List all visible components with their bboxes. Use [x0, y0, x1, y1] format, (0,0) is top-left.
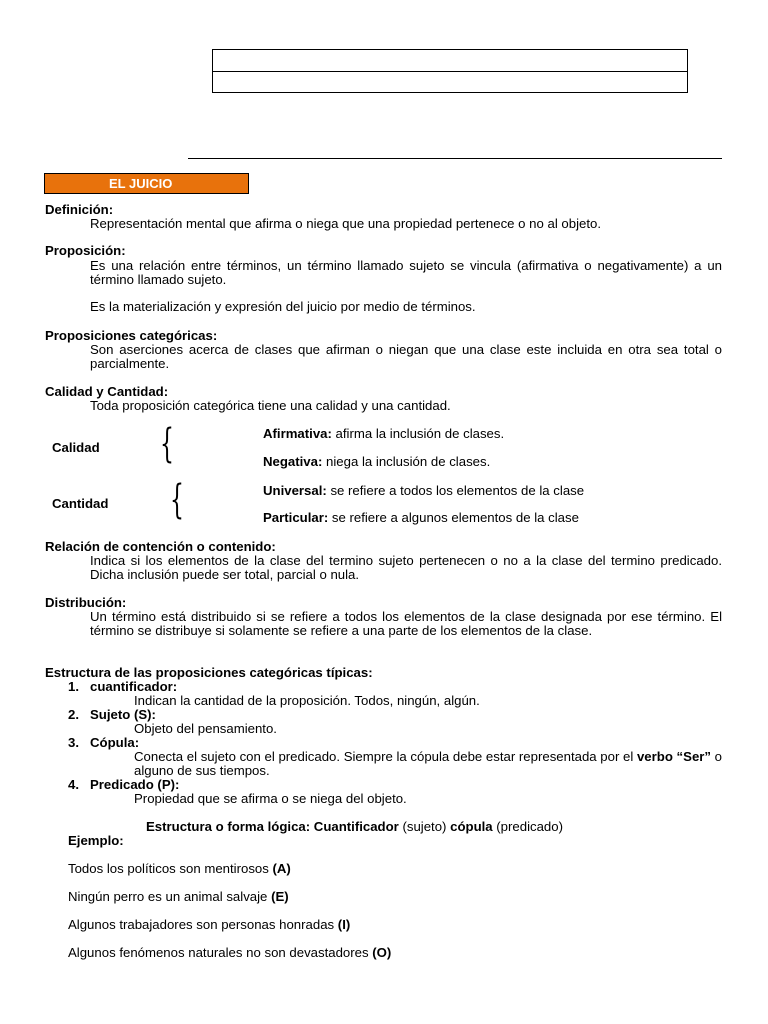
estructura-title: Estructura de las proposiciones categóricas típicas:: [45, 665, 373, 680]
header-row-1: [213, 50, 687, 72]
definicion-text: Representación mental que afirma o niega que una propiedad pertenece o no al objeto.: [90, 216, 602, 231]
ejemplo-item: Todos los políticos son mentirosos (A): [68, 861, 291, 876]
estructura-item-3-text: Conecta el sujeto con el predicado. Siempre la cópula debe estar representada por el verbo “Ser” o alguno de sus tiempos.: [134, 749, 723, 778]
universal-line: [263, 484, 584, 498]
definicion-title: Definición:: [45, 202, 114, 217]
ejemplo-item: Ningún perro es un animal salvaje (E): [68, 889, 289, 904]
ejemplo-item: Algunos fenómenos naturales no son devastadores (O): [68, 945, 392, 960]
universal-text: se refiere a todos los elementos de la clase: [326, 483, 585, 498]
ejemplo-title: Ejemplo:: [68, 833, 124, 848]
afirmativa-term: Afirmativa:: [263, 426, 332, 441]
particular-text: se refiere a algunos elementos de la clase: [328, 510, 579, 525]
header-row-2: [213, 72, 687, 93]
calidad-cantidad-title: Calidad y Cantidad:: [45, 384, 169, 399]
categoricas-title: Proposiciones categóricas:: [45, 328, 218, 343]
proposicion-text-2: Es la materialización y expresión del juicio por medio de términos.: [90, 299, 476, 314]
afirmativa-text: afirma la inclusión de clases.: [331, 426, 505, 441]
estructura-item-3-label: 3. Cópula:: [68, 735, 140, 750]
afirmativa-line: [263, 427, 504, 441]
estructura-item-1-text: Indican la cantidad de la proposición. Todos, ningún, algún.: [134, 693, 480, 708]
negativa-text: niega la inclusión de clases.: [322, 454, 491, 469]
negativa-line: [263, 455, 490, 469]
cantidad-brace-icon: {: [170, 477, 184, 523]
forma-logica: Estructura o forma lógica: Cuantificador (sujeto) cópula (predicado): [146, 819, 563, 834]
particular-line: [263, 511, 579, 525]
particular-term: Particular:: [263, 510, 329, 525]
relacion-title: Relación de contención o contenido:: [45, 539, 276, 554]
ejemplo-item: Algunos trabajadores son personas honradas (I): [68, 917, 351, 932]
header-rule: [188, 158, 722, 159]
estructura-item-4-text: Propiedad que se afirma o se niega del objeto.: [134, 791, 407, 806]
header-table: [212, 49, 688, 93]
cantidad-label: Cantidad: [52, 496, 109, 511]
section-banner: EL JUICIO: [44, 173, 249, 194]
calidad-label: Calidad: [52, 440, 100, 455]
calidad-brace-icon: {: [160, 421, 174, 467]
estructura-item-4-label: 4. Predicado (P):: [68, 777, 180, 792]
distribucion-title: Distribución:: [45, 595, 127, 610]
calidad-cantidad-text: Toda proposición categórica tiene una calidad y una cantidad.: [90, 398, 451, 413]
estructura-item-2-text: Objeto del pensamiento.: [134, 721, 277, 736]
categoricas-text: Son aserciones acerca de clases que afirman o niegan que una clase este incluida en otra sea total o parcialmente.: [90, 342, 722, 371]
relacion-text: Indica si los elementos de la clase del termino sujeto pertenecen o no a la clase del termino predicado. Dicha inclusión puede ser total, parcial o nula.: [90, 553, 722, 582]
distribucion-text: Un término está distribuido si se refiere a todos los elementos de la clase designada por ese término. El término se distribuye si solamente se refiere a una parte de los elementos de la clase.: [90, 609, 722, 638]
proposicion-text-1: Es una relación entre términos, un término llamado sujeto se vincula (afirmativa o negativamente) a un término llamado sujeto.: [90, 258, 722, 287]
proposicion-title: Proposición:: [45, 243, 126, 258]
negativa-term: Negativa:: [263, 454, 323, 469]
estructura-item-2-label: 2. Sujeto (S):: [68, 707, 156, 722]
universal-term: Universal:: [263, 483, 327, 498]
estructura-item-1-label: 1. cuantificador:: [68, 679, 178, 694]
